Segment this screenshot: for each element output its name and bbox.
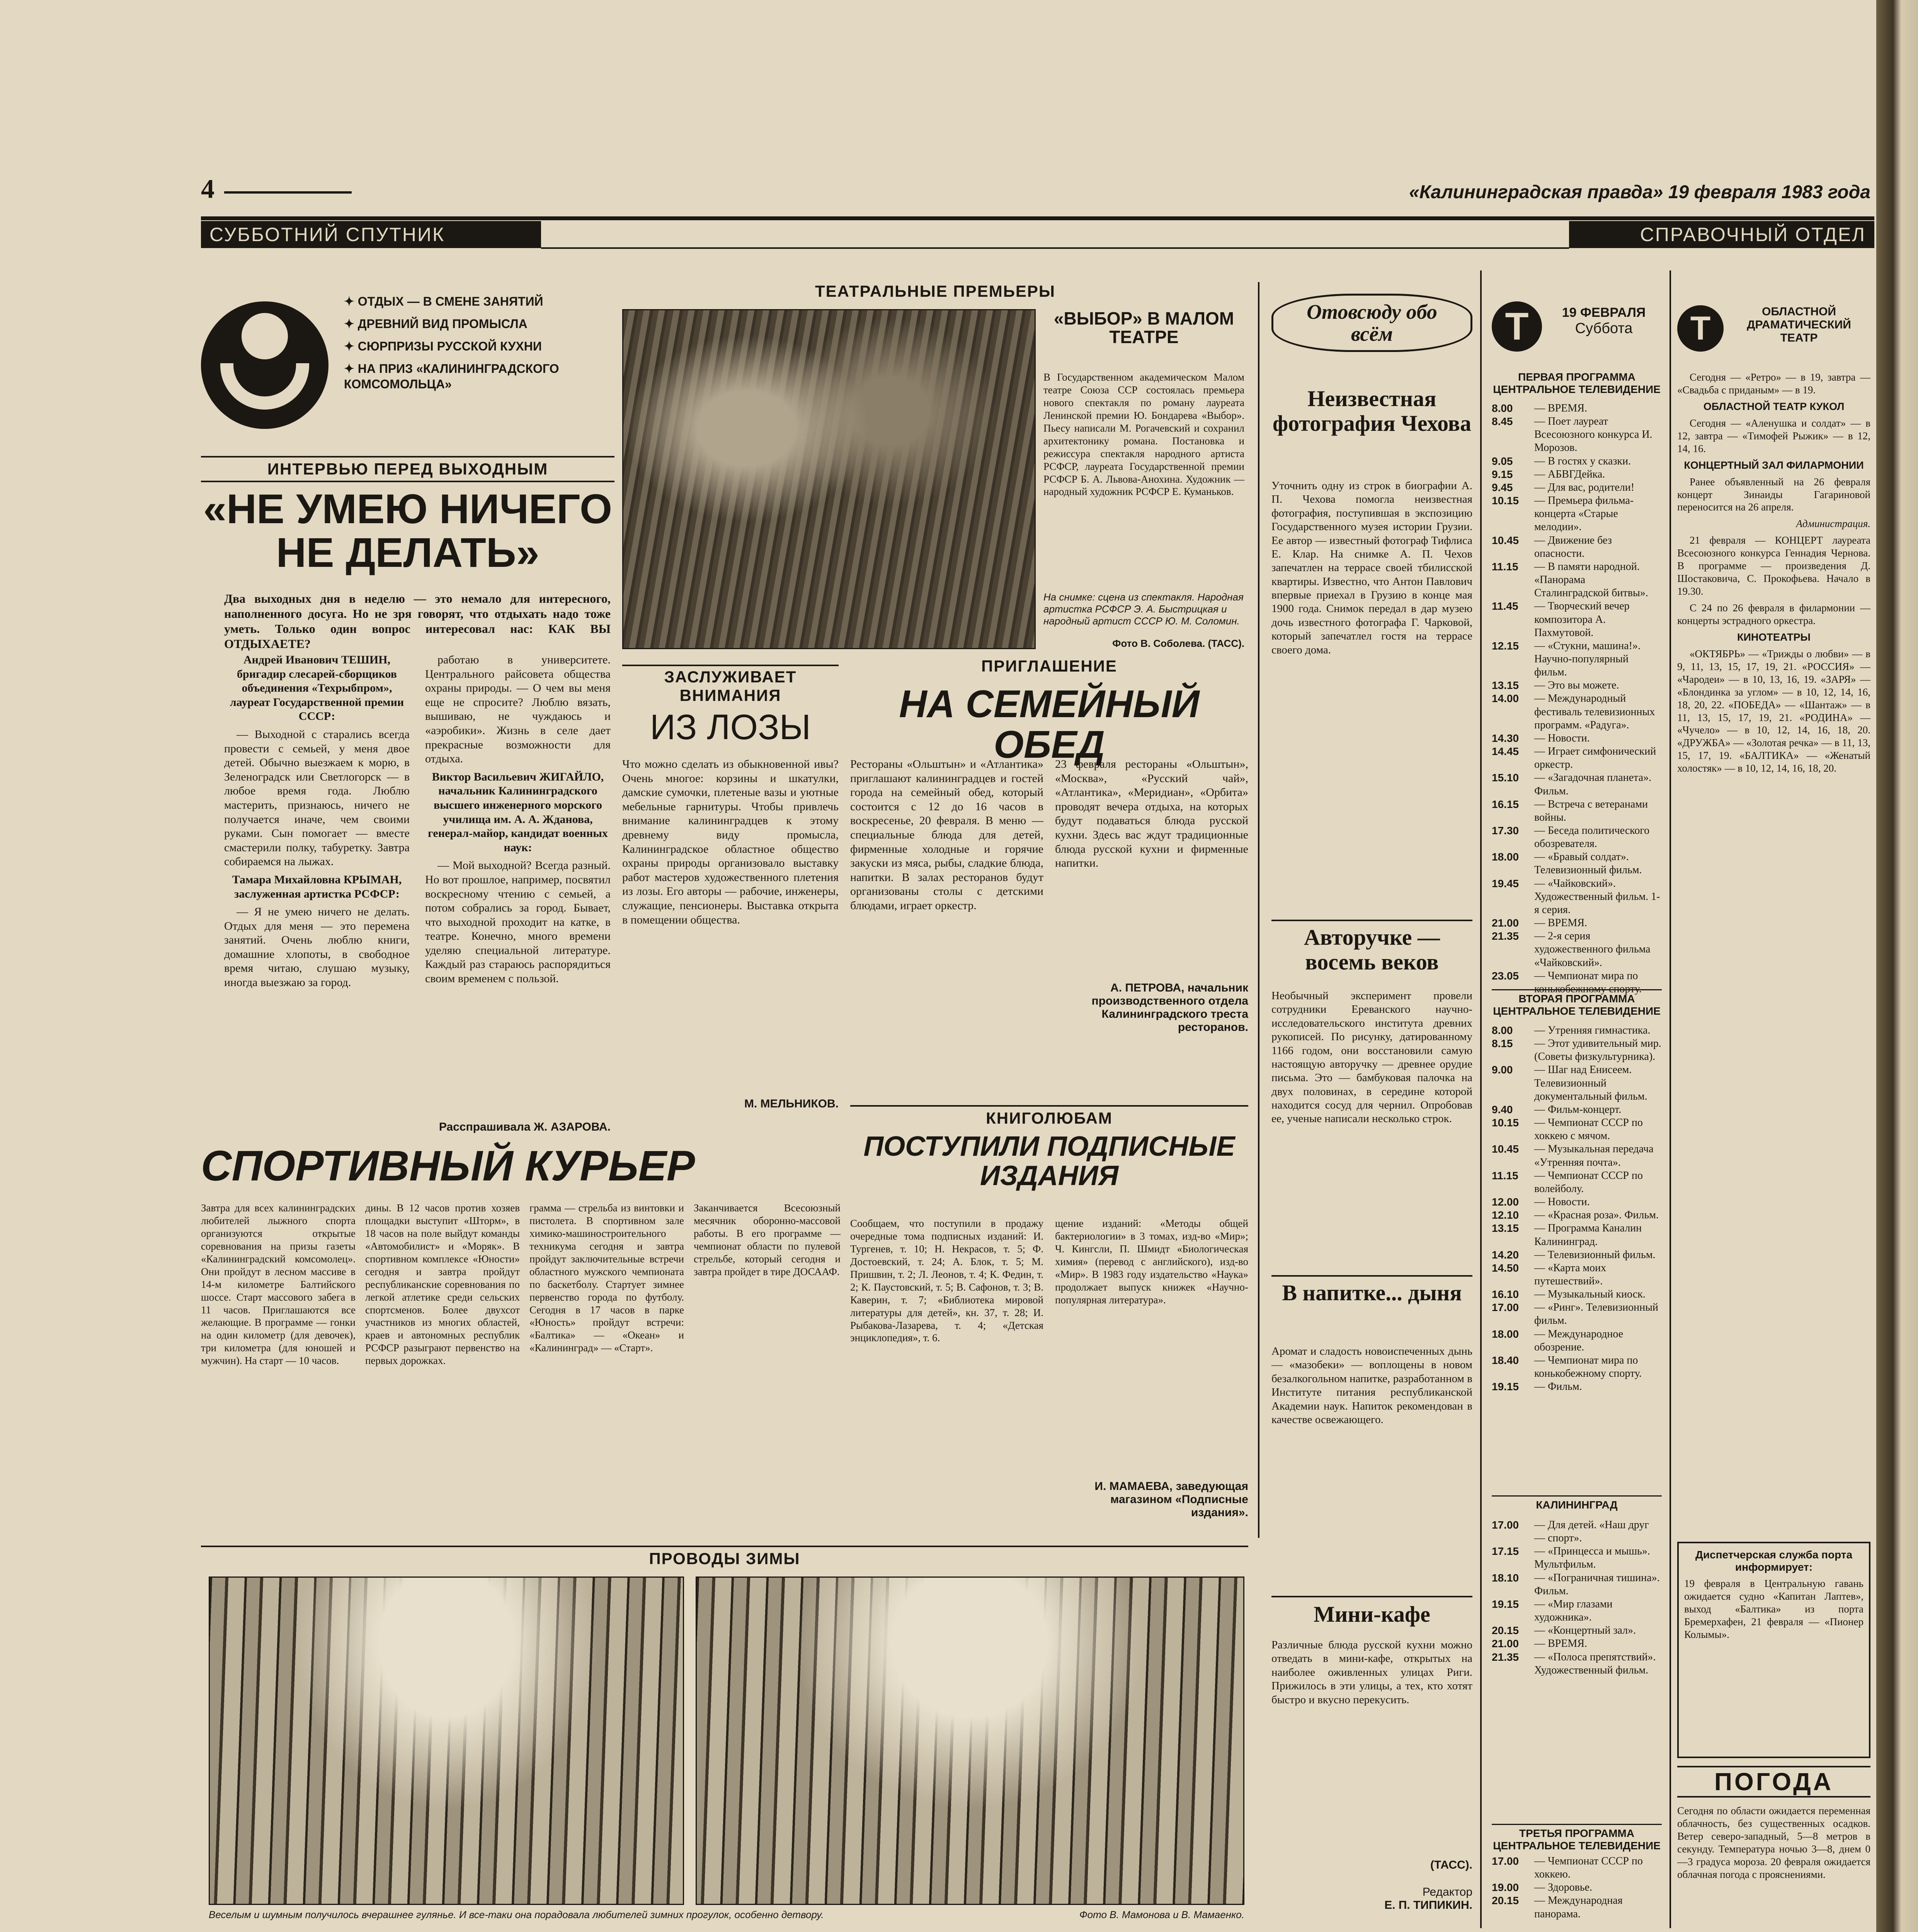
tv-time: 18.10 [1492,1571,1519,1584]
theatre-title: «ВЫБОР» В МАЛОМ ТЕАТРЕ [1053,308,1234,347]
winter-credit: Фото В. Мамонова и В. Мамаенко. [1079,1909,1244,1920]
tv-listing-row [1492,1637,1662,1650]
page-number: 4 [201,174,214,204]
tv-listing-row [1492,639,1662,679]
tv-listing-row [1492,1262,1662,1288]
tv-listing-row [1492,1288,1662,1301]
tv-time: 19.45 [1492,877,1519,889]
tv-listing-row [1492,824,1662,850]
tv-program: — Телевизионный фильм. [1534,1248,1656,1261]
tv-program: — «Ринг». Телевизионный фильм. [1534,1301,1658,1327]
column-rule [1258,282,1259,1538]
promo-item: ✦ НА ПРИЗ «КАЛИНИНГРАДСКОГО КОМСОМОЛЬЦА» [344,362,559,391]
tv-program: — «Принцесса и мышь». Мультфильм. [1534,1545,1650,1571]
sport-col2: дины. В 12 часов против хозяев площадки выступит «Шторм», в 18 часов на поле выйдут команды «Автомобилист» и «Моряк». В спортивном комплексе «Юности» сегодня и завтра пройдут республиканские соревнования по легкой атлетике среди сельских спортсменов. Более двухсот участников из многих областей, краев и автономных республик РСФСР разыграют первенство на первых дорожках. [365,1202,520,1367]
tv-listing-row [1492,1519,1662,1545]
interview-headline: «НЕ УМЕЮ НИЧЕГО НЕ ДЕЛАТЬ» [203,485,612,576]
tv-listing-row [1492,1651,1662,1677]
tv-listing-row [1492,468,1662,481]
melon-text: Аромат и сладость новоиспеченных дынь — «мазобеки» — воплощены в новом безалкогольном напитке, разработанном в Институте питания республиканской Академии наук. Напиток рекомендован в качестве освежающего. [1271,1345,1472,1426]
binding-edge [1876,0,1918,1932]
tv-time: 12.10 [1492,1209,1519,1221]
tv-program: — «Пограничная тишина». Фильм. [1534,1571,1660,1597]
tv-time: 14.45 [1492,745,1519,758]
tv-program: — Чемпионат мира по конькобежному спорту. [1534,1354,1642,1380]
tv-program: — «Загадочная планета». Фильм. [1534,772,1652,797]
tv-listing-row [1492,1855,1662,1881]
winter-photo-right [696,1577,1244,1905]
tv-listing-row [1492,1380,1662,1393]
tv-program: — В памяти народной. «Панорама Сталинградской битвы». [1534,560,1648,599]
tass-credit: (ТАСС). [1430,1859,1472,1871]
theatre-photo [622,309,1036,649]
dinner-headline: НА СЕМЕЙНЫЙ ОБЕД [899,682,1200,766]
tv-time: 18.40 [1492,1354,1519,1366]
theatre-logo-icon: Т [1677,305,1724,352]
masthead: «Калининградская правда» 19 февраля 1983 года [1409,182,1870,202]
tv-time: 21.00 [1492,1638,1519,1650]
theatre-caption: На снимке: сцена из спектакля. Народная артистка РСФСР Э. А. Быстрицкая и народный артист СССР Ю. М. Соломин. [1043,591,1244,627]
tv-time: 12.15 [1492,639,1519,652]
sport-headline: СПОРТИВНЫЙ КУРЬЕР [201,1142,695,1190]
tv-time: 13.15 [1492,1222,1519,1235]
tv-program: — Беседа политического обозревателя. [1534,825,1650,850]
dinner-signature: А. ПЕТРОВА, начальник производственного отдела Калининградского треста ресторанов. [1091,981,1248,1034]
tv-time: 17.00 [1492,1519,1519,1531]
tv-listing-row [1492,1624,1662,1637]
tv-time: 20.15 [1492,1895,1519,1907]
tv-time: 14.00 [1492,692,1519,705]
tv-time: 14.50 [1492,1262,1519,1274]
tv-program: — Встреча с ветеранами войны. [1534,798,1648,823]
header-rule [224,191,352,194]
tv-ch3-title: ТРЕТЬЯ ПРОГРАММА ЦЕНТРАЛЬНОЕ ТЕЛЕВИДЕНИЕ [1492,1824,1662,1852]
tv-program: — ВРЕМЯ. [1534,917,1587,929]
willow-kicker: ЗАСЛУЖИВАЕТ ВНИМАНИЯ [622,665,839,705]
tv-program: — Движение без опасности. [1534,534,1612,560]
tv-time: 10.45 [1492,1143,1519,1155]
tv-listing-row [1492,1143,1662,1169]
tv-listing-row [1492,1222,1662,1248]
dinner-text1: Рестораны «Ольштын» и «Атлантика» приглашают калининградцев и гостей города на семейный обед, который состоится с 12 до 16 часов в воскресенье, 20 февраля. В меню — специальные блюда для детей, фирменные холодные и горячие закуски из мяса, рыбы, сладкие блюда, напитки. В залах ресторанов будут организованы столы с детскими блюдами, играет оркестр. [850,758,1043,912]
tv-listing-row [1492,798,1662,824]
tv-program: — Здоровье. [1534,1881,1592,1894]
tv-program: — АБВГДейка. [1534,468,1605,480]
tv-program: — Для детей. «Наш друг — спорт». [1534,1519,1649,1544]
winter-photo-left [209,1577,684,1905]
theatre-text: В Государственном академическом Малом театре Союза ССР состоялась премьера нового спектакля по роману лауреата Ленинской премии Ю. Бондарева «Выбор». Пьесу написали М. Рогачевский и сохранил архитектонику романа. Постановка и режиссура спектакля народного артиста РСФСР, лауреата Государственной премии РСФСР Б. А. Львова-Анохина. Художник — народный художник РСФСР Е. Куманьков. [1043,371,1244,498]
tv-time: 17.00 [1492,1855,1519,1867]
tv-logo-icon: Т [1492,301,1542,352]
winter-kicker: ПРОВОДЫ ЗИМЫ [649,1549,800,1568]
masthead-rule [201,216,1874,220]
tv-listing-row [1492,732,1662,745]
tv-time: 9.05 [1492,455,1513,467]
tv-kld-title: КАЛИНИНГРАД [1492,1495,1662,1511]
promo-item: ✦ ДРЕВНИЙ ВИД ПРОМЫСЛА [344,317,528,331]
winter-rule [201,1546,1248,1547]
tv-listing-row [1492,455,1662,468]
tv-listing-row [1492,494,1662,534]
promo-item: ✦ ОТДЫХ — В СМЕНЕ ЗАНЯТИЙ [344,294,543,308]
tv-program: — Для вас, родители! [1534,481,1635,493]
tv-time: 17.00 [1492,1301,1519,1314]
tv-time: 8.00 [1492,1024,1513,1036]
tv-program: — В гостях у сказки. [1534,455,1631,467]
promo-block [201,286,614,452]
tv-program: — «Стукни, машина!». Научно-популярный фильм. [1534,639,1641,679]
tv-ch2-list [1492,1024,1662,1488]
tv-time: 8.00 [1492,402,1513,414]
interview-col1: Андрей Иванович ТЕШИН, бригадир слесарей-сборщиков объединения «Техрыбпром», лауреат Государственной премии СССР: — Выходной с старались всегда провести с семьей, у меня двое детей. Обычно выезжаем к морю, в Зеленоградск или Светлогорск — в любое время года. Люблю мастерить, признаюсь, ничего не получается иначе, чем своими руками. Сын помогает — вместе смастерили полку, табуретку. Завтра собираемся на лыжах. Тамара Михайловна КРЫМАН, заслуженная артистка РСФСР: — Я не умею ничего не делать. Отдых для меня — это перемена занятий. Очень люблю книги, домашние хлопоты, в свободное время читаю, слушаю музыку, иногда выезжаю за город. [224,653,410,989]
tv-listing-row [1492,1328,1662,1354]
tv-time: 11.15 [1492,1169,1518,1182]
tv-listing-row [1492,600,1662,639]
interview-signature: Расспрашивала Ж. АЗАРОВА. [439,1121,611,1133]
tv-listing-row [1492,1571,1662,1598]
sport-col4: Заканчивается Всесоюзный месячник оборонно-массовой работы. В его программе — чемпионат области по пулевой стрельбе, который сегодня и завтра пройдет в тире ДОСААФ. [694,1202,841,1277]
tv-program: — Международное обозрение. [1534,1328,1624,1353]
tv-program: — Фильм. [1534,1381,1582,1393]
tv-kld-list [1492,1519,1662,1820]
tv-time: 11.15 [1492,560,1518,573]
tv-listing-row [1492,1301,1662,1327]
tv-program: — Играет симфонический оркестр. [1534,745,1656,771]
pen-headline: Авторучке — восемь веков [1271,920,1472,975]
tv-time: 10.45 [1492,534,1519,546]
tv-time: 21.00 [1492,917,1519,929]
theatre-kicker: ТЕАТРАЛЬНЫЕ ПРЕМЬЕРЫ [815,282,1056,300]
weather-text: Сегодня по области ожидается переменная облачность, без существенных осадков. Ветер северо-западный, 5—8 метров в секунду. Температура ночью 3—8, днем 0—3 градуса мороза. 20 февраля ожидается облачная погода с прояснениями. [1677,1805,1870,1880]
weather-title: ПОГОДА [1677,1766,1870,1798]
interview-kicker: ИНТЕРВЬЮ ПЕРЕД ВЫХОДНЫМ [201,456,614,482]
tv-program: — «Концертный зал». [1534,1624,1636,1637]
tv-time: 18.00 [1492,851,1519,863]
tv-time: 16.10 [1492,1288,1519,1301]
tv-ch1-list [1492,402,1662,995]
tv-program: — Фильм-концерт. [1534,1103,1622,1116]
tv-program: — Музыкальная передача «Утренняя почта». [1534,1143,1654,1168]
tv-listing-row [1492,560,1662,600]
tv-time: 21.35 [1492,1651,1519,1663]
tv-time: 12.00 [1492,1196,1519,1208]
tv-time: 13.15 [1492,679,1519,692]
tv-program: — Международная панорама. [1534,1895,1623,1920]
tv-listing-row [1492,1063,1662,1103]
tv-program: — Шаг над Енисеем. Телевизионный документальный фильм. [1534,1064,1647,1102]
tv-program: — «Мир глазами художника». [1534,1598,1613,1624]
tv-ch2-title: ВТОРАЯ ПРОГРАММА ЦЕНТРАЛЬНОЕ ТЕЛЕВИДЕНИЕ [1492,989,1662,1017]
sputnik-logo-icon [201,301,328,429]
subscription-text1: Сообщаем, что поступили в продажу очередные тома подписных изданий: И. Тургенев, т. 10; Н. Некрасов, т. 5; Ф. Достоевский, т. 24; А. Блок, т. 5; М. Пришвин, т. 2; Л. Леонов, т. 4; К. Федин, т. 2; К. Паустовский, т. 5; В. Сафонов, т. 3; В. Каверин, т. 7; «Библиотека мировой литературы для детей», кн. 37, т. 28; И. Рыбакова-Лазарева, т. 4; «Детская энциклопедия», т. 6. [850,1218,1043,1344]
tv-time: 19.00 [1492,1881,1519,1894]
column-rule [1480,270,1482,1928]
tv-listing-row [1492,1354,1662,1380]
melon-headline: В напитке... дыня [1271,1275,1472,1305]
tv-listing-row [1492,534,1662,560]
tv-program: — Этот удивительный мир. (Советы физкультурника). [1534,1037,1661,1063]
section-right: СПРАВОЧНЫЙ ОТДЕЛ [1569,221,1874,248]
tv-listing-row [1492,1598,1662,1624]
tv-time: 9.40 [1492,1103,1513,1116]
tv-listing-row [1492,850,1662,877]
section-left: СУББОТНИЙ СПУТНИК [201,221,541,248]
tv-program: — Чемпионат СССР по волейболу. [1534,1169,1643,1195]
tv-ch1-title: ПЕРВАЯ ПРОГРАММА ЦЕНТРАЛЬНОЕ ТЕЛЕВИДЕНИЕ [1493,371,1661,395]
tv-ch3-list [1492,1855,1662,1932]
tv-time: 19.15 [1492,1598,1519,1610]
tv-listing-row [1492,481,1662,494]
tv-program: — Новости. [1534,1196,1590,1208]
tv-listing-row [1492,771,1662,798]
theatres-title: ОБЛАСТНОЙ ДРАМАТИЧЕСКИЙ ТЕАТР [1747,305,1851,344]
tv-time: 23.05 [1492,969,1519,982]
willow-headline: ИЗ ЛОЗЫ [650,707,811,747]
tv-time: 14.20 [1492,1248,1519,1261]
tv-program: — Утренняя гимнастика. [1534,1024,1651,1036]
otovsyudu-logo: Отовсюду обо всём [1271,294,1472,379]
ship-box: Диспетчерская служба порта информирует: 19 февраля в Центральную гавань ожидается судно «Капитан Лаптев», выход «Балтика» из порта Бремерхафен, 21 февраля — «Пионер Колымы». [1677,1542,1870,1758]
tv-time: 19.15 [1492,1381,1519,1393]
tv-time: 10.15 [1492,1117,1519,1129]
editor-block: Редактор Е. П. ТИПИКИН. [1384,1886,1472,1912]
tv-listing-row [1492,930,1662,969]
tv-listing-row [1492,1196,1662,1209]
tv-time: 14.30 [1492,732,1519,744]
tv-listing-row [1492,1103,1662,1116]
dinner-text2: 23 февраля рестораны «Ольштын», «Москва», «Русский чай», «Атлантика», «Меридиан», «Орбита» проводят вечера отдыха, на которых будут подаваться блюда русской кухни. Здесь вас ждут традиционные блюда русской кухни и фирменные напитки. [1055,758,1248,870]
willow-text: Что можно сделать из обыкновенной ивы? Очень многое: корзины и шкатулки, дамские сумочки, плетеные вазы и уютные мебельные гарнитуры. Чтобы привлечь внимание калининградцев к этому древнему виду промысла, Калининградское областное общество охраны природы организовало выставку работ мастеров художественного плетения из лозы. Его авторы — рабочие, инженеры, служащие, пенсионеры. Выставка открыта в помещении общества. [622,758,839,926]
tv-listing-row [1492,679,1662,692]
tv-program: — Программа Каналин Калининград. [1534,1222,1642,1248]
tv-program: — Чемпионат мира по конькобежному спорту. [1534,969,1642,995]
sport-col3: грамма — стрельба из винтовки и пистолета. В спортивном зале химико-машиностроительного техникума сегодня и завтра пройдут заключительные встречи областного мужского чемпионата по баскетболу. Стартует зимнее первенство города по футболу. Сегодня в 17 часов в парке «Юность» пройдут встречи: «Балтика» — «Океан» и «Калининград» — «Старт». [529,1202,684,1354]
tv-date: 19 ФЕВРАЛЯ Суббота [1562,305,1646,337]
subscription-kicker: КНИГОЛЮБАМ [850,1105,1248,1128]
tv-time: 17.15 [1492,1545,1519,1558]
tv-listing-row [1492,745,1662,771]
tv-listing-row [1492,1116,1662,1143]
tv-listing-row [1492,1248,1662,1262]
tv-program: — Это вы можете. [1534,679,1619,692]
winter-caption: Веселым и шумным получилось вчерашнее гулянье. И все-таки она порадовала любителей зимних прогулок, особенно детвору. [209,1909,824,1920]
tv-program: — «Бравый солдат». Телевизионный фильм. [1534,851,1642,876]
tv-time: 8.45 [1492,415,1513,428]
tv-program: — Творческий вечер композитора А. Пахмутовой. [1534,600,1630,639]
tv-time: 8.15 [1492,1037,1513,1050]
subscription-text2: щение изданий: «Методы общей бактериологии» в 3 томах, изд-во «Мир»; Ч. Кингсли, П. Шмидт «Биологическая химия» (перевод с английского), изд-во «Мир». В 1983 году издательство «Наука» продолжает выпуск книжек «Научно-популярная литература». [1055,1218,1248,1306]
tv-time: 17.30 [1492,825,1519,837]
theatres-list: Сегодня — «Ретро» — в 19, завтра — «Свадьба с приданым» — в 19. ОБЛАСТНОЙ ТЕАТР КУКОЛ Сегодня — «Аленушка и солдат» — в 12, завтра — «Тимофей Рыжик» — в 12, 14, 16. КОНЦЕРТНЫЙ ЗАЛ ФИЛАРМОНИИ Ранее объявленный на 26 февраля концерт Зинаиды Гагариновой переносится на 26 апреля. Администрация. 21 февраля — КОНЦЕРТ лауреата Всесоюзного конкурса Геннадия Чернова. В программе — произведения Д. Шостаковича, С. Прокофьева. Начало в 19.30. С 24 по 26 февраля в филармонии — концерты эстрадного оркестра. КИНОТЕАТРЫ «ОКТЯБРЬ» — «Трижды о любви» — в 9, 11, 13, 15, 17, 19, 21. «РОССИЯ» — «Чародеи» — в 10, 13, 16, 19. «ЗАРЯ» — «Блондинка за углом» — в 10, 12, 14, 16, 18, 20, 22. «ПОБЕДА» — «Шантаж» — в 11, 13, 15, 17, 19, 21. «РОДИНА» — «Чучело» — в 10, 12, 14, 16, 18, 20. «ДРУЖБА» — «Золотая речка» — в 11, 13, 15, 17, 19. «БАЛТИКА» — «Женатый холостяк» — в 10, 12, 14, 16, 18, 20. [1677,371,1870,774]
tv-program: — ВРЕМЯ. [1534,402,1587,414]
tv-listing-row [1492,415,1662,454]
tv-program: — «Карта моих путешествий». [1534,1262,1607,1287]
tv-listing-row [1492,1545,1662,1571]
interview-lead: Два выходных дня в неделю — это немало для интересного, наполненного досуга. Но не зря говорят, что отдыхать надо тоже уметь. Только один вопрос интересовал нас: КАК ВЫ ОТДЫХАЕТЕ? [224,592,611,651]
tv-program: — «Чайковский». Художественный фильм. 1-я серия. [1534,877,1660,916]
subscription-signature: И. МАМАЕВА, заведующая магазином «Подписные издания». [1094,1480,1248,1519]
tv-listing-row [1492,1209,1662,1222]
tv-time: 10.15 [1492,495,1519,507]
tv-program: — Чемпионат СССР по хоккею. [1534,1855,1643,1881]
subscription-headline: ПОСТУПИЛИ ПОДПИСНЫЕ ИЗДАНИЯ [863,1131,1235,1191]
tv-listing-row [1492,1881,1662,1894]
promo-item: ✦ СЮРПРИЗЫ РУССКОЙ КУХНИ [344,339,542,353]
tv-program: — Международный фестиваль телевизионных программ. «Радуга». [1534,692,1655,731]
tv-time: 20.15 [1492,1624,1519,1637]
tv-time: 9.00 [1492,1064,1513,1076]
minicafe-headline: Мини-кафе [1271,1596,1472,1627]
tv-time: 18.00 [1492,1328,1519,1340]
column-rule [1670,270,1671,1928]
tv-program: — ВРЕМЯ. [1534,1638,1587,1650]
dinner-kicker: ПРИГЛАШЕНИЕ [981,657,1117,675]
tv-listing-row [1492,1037,1662,1063]
willow-signature: М. МЕЛЬНИКОВ. [744,1097,839,1110]
tv-program: — Музыкальный киоск. [1534,1288,1646,1301]
tv-program: — «Полоса препятствий». Художественный фильм. [1534,1651,1656,1676]
tv-program: — Новости. [1534,732,1590,744]
tv-program: — «Красная роза». Фильм. [1534,1209,1659,1221]
minicafe-text: Различные блюда русской кухни можно отведать в мини-кафе, открытых на наиболее оживленных улицах Риги. Прижилось в эти улицы, а тех, кто хотят быстро и вкусно перекусить. [1271,1639,1472,1706]
pen-text: Необычный эксперимент провели сотрудники Ереванского научно-исследовательского института древних рукописей. По рисунку, датированному 1166 годом, они восстановили самую настоящую авторучку — древнее орудие письма. Это — бамбуковая палочка на двух половинах, в середине которой находится сосуд для чернил. Опробовав ее, ученые написали несколько строк. [1271,990,1472,1125]
chekhov-headline: Неизвестная фотография Чехова [1273,386,1471,436]
tv-time: 11.45 [1492,600,1518,612]
tv-program: — Премьера фильма-концерта «Старые мелодии». [1534,495,1634,533]
theatre-credit: Фото В. Соболева. (ТАСС). [1112,638,1244,649]
tv-listing-row [1492,1024,1662,1037]
tv-time: 21.35 [1492,930,1519,942]
tv-time: 15.10 [1492,772,1519,784]
tv-program: — Поет лауреат Всесоюзного конкурса И. Морозов. [1534,415,1653,454]
chekhov-text: Уточнить одну из строк в биографии А. П. Чехова помогла неизвестная фотография, поступившая в экспозицию Государственного музея истории Грузии. Ее автор — известный фотограф Тифлиса Е. Клар. На снимке А. П. Чехов запечатлен на террасе своей тбилисской квартиры. Известно, что Антон Павлович впервые приехал в Грузию в конце мая 1900 года. Снимок передал в дар музею дочь известного фотографа Г. Чарковой, который запечатлел гостя на террасе своего дома. [1271,480,1472,656]
tv-program: — 2-я серия художественного фильма «Чайковский». [1534,930,1651,969]
interview-col2: работаю в университете. Центрального райсовета общества охраны природы. — О чем вы меня еще не спросите? Люблю вязать, вышиваю, не чуждаюсь и «аэробики». Жизнь в селе дает прекрасные возможности для отдыха. Виктор Васильевич ЖИГАЙЛО, начальник Калининградского высшего инженерного морского училища им. А. А. Жданова, генерал-майор, кандидат военных наук: — Мой выходной? Всегда разный. Но вот прошлое, например, посвятил воскресному чтению с семьей, а потом собрались за город. Бывает, что выходной проходит на катке, в театре. Конечно, много времени уделяю специальной литературе. Каждый раз стараюсь распорядиться своим временем с пользой. [425,653,611,985]
tv-listing-row [1492,1169,1662,1196]
tv-listing-row [1492,692,1662,731]
sport-col1: Завтра для всех калининградских любителей лыжного спорта организуются открытые соревнования на призы газеты «Калининградский комсомолец». Они пройдут в лесном массиве в 14-м километре Балтийского шоссе. Старт массового забега в 11 часов. Приглашаются все желающие. В программе — гонки на один километр (для девочек), три километра (для юношей и мужчин). На старт — 10 часов. [201,1202,356,1367]
tv-listing-row [1492,877,1662,917]
tv-time: 9.45 [1492,481,1513,493]
tv-program: — Чемпионат СССР по хоккею с мячом. [1534,1117,1643,1142]
tv-time: 16.15 [1492,798,1519,810]
section-rule [541,247,1569,249]
tv-listing-row [1492,402,1662,415]
tv-listing-row [1492,917,1662,930]
tv-listing-row [1492,1894,1662,1920]
tv-time: 9.15 [1492,468,1513,480]
